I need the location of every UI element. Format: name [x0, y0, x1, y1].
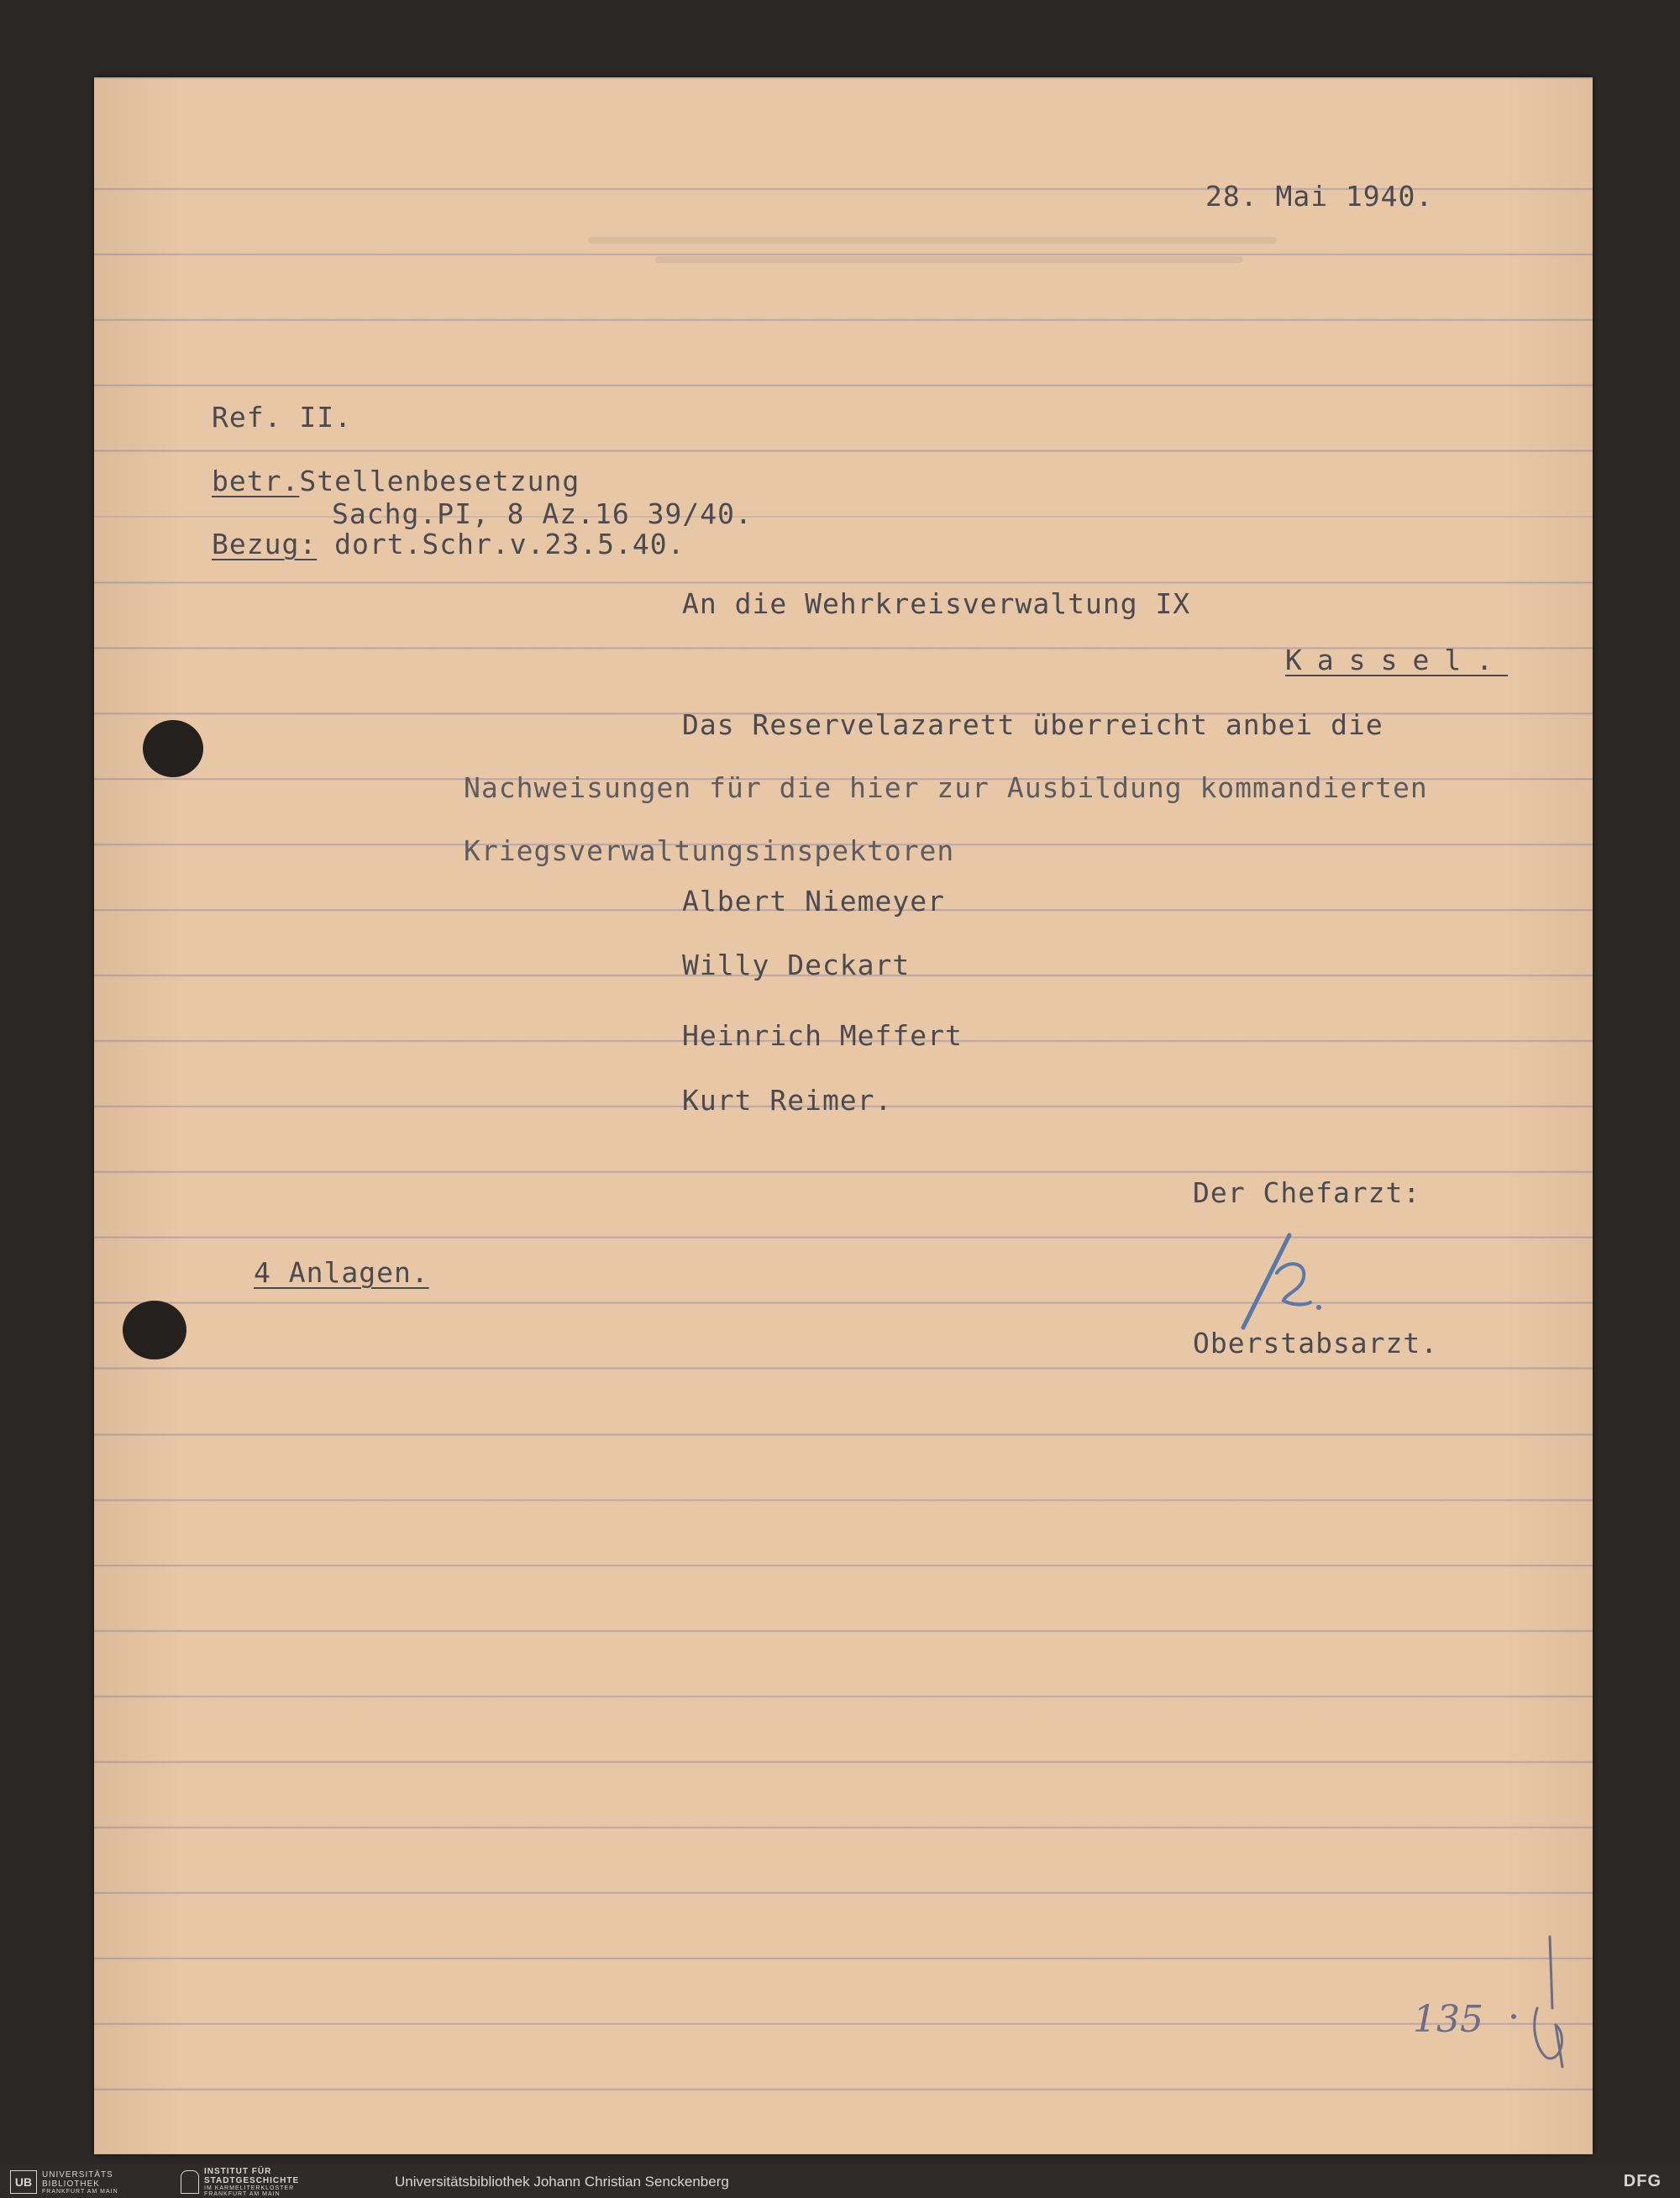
bezug-text: dort.Schr.v.23.5.40.	[334, 528, 685, 560]
ub-logo	[10, 2171, 118, 2193]
name-item: Heinrich Meffert	[682, 1019, 963, 1052]
ghost-typing-line	[655, 256, 1243, 263]
institute-logo	[181, 2167, 300, 2197]
addressee: An die Wehrkreisverwaltung IX	[682, 587, 1191, 620]
dfg-logo: DFG	[1623, 2172, 1662, 2190]
institute-name-line: INSTITUT FÜR	[204, 2167, 272, 2176]
closing: Der Chefarzt:	[1193, 1176, 1421, 1209]
city: Kassel.	[1285, 644, 1509, 676]
library-title: Universitätsbibliothek Johann Christian Senckenberg	[395, 2174, 729, 2190]
pencil-page-number: 135	[1413, 1998, 1483, 2041]
enclosures: 4 Anlagen.	[254, 1256, 429, 1289]
institute-name	[204, 2167, 299, 2197]
signature	[1226, 1227, 1352, 1336]
subject-line	[212, 465, 580, 498]
name-item: Willy Deckart	[682, 949, 911, 981]
institute-name-line: FRANKFURT AM MAIN	[204, 2191, 281, 2197]
body-line-3: Kriegsverwaltungsinspektoren	[464, 834, 955, 867]
pencil-mark	[1504, 1932, 1579, 2075]
institute-name-line: STADTGESCHICHTE	[204, 2176, 300, 2185]
bezug-line	[212, 528, 685, 561]
signature-role: Oberstabsarzt.	[1193, 1327, 1439, 1359]
punch-hole	[143, 720, 203, 777]
subject-text: Stellenbesetzung	[299, 465, 580, 497]
name-item: Kurt Reimer.	[682, 1084, 893, 1117]
subject-line-2: Sachg.PI, 8 Az.16 39/40.	[332, 497, 753, 530]
punch-hole	[123, 1301, 186, 1359]
letter-date: 28. Mai 1940.	[1205, 180, 1434, 213]
ub-name-line: UNIVERSITÄTS	[42, 2169, 113, 2180]
viewer-footer	[0, 2164, 1680, 2198]
subject-label: betr.	[212, 465, 300, 497]
name-item: Albert Niemeyer	[682, 885, 946, 918]
ub-badge: UB	[10, 2170, 37, 2194]
body-line-2: Nachweisungen für die hier zur Ausbildung kommandierten	[464, 771, 1428, 804]
ghost-typing-line	[588, 237, 1277, 244]
ub-name	[42, 2170, 118, 2195]
ub-name-line: BIBLIOTHEK	[42, 2179, 100, 2189]
body-line-1: Das Reservelazarett überreicht anbei die	[682, 708, 1383, 741]
reference: Ref. II.	[212, 401, 352, 434]
institute-name-line: IM KARMELITERKLOSTER	[204, 2185, 295, 2191]
institute-icon	[181, 2170, 199, 2194]
ub-name-line: FRANKFURT AM MAIN	[42, 2188, 118, 2195]
bezug-label: Bezug:	[212, 528, 318, 560]
